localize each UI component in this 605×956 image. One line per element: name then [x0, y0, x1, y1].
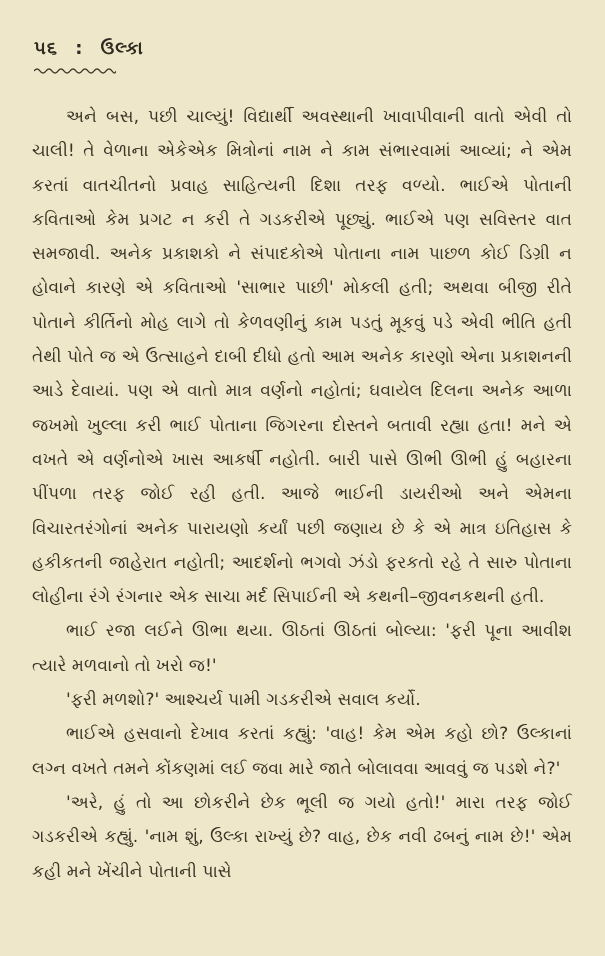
paragraph: અને બસ, પછી ચાલ્યું! વિદ્યાર્થી અવસ્થાની ખાવાપીવાની વાતો એવી તો ચાલી! તે વેળાના એકેએક મિત્રોનાં નામ ને કામ સંભારવામાં આવ્યાં; ને એમ કરતાં વાતચીતનો પ્રવાહ સાહિત્યની દિશા તરફ વળ્યો. ભાઈએ પોતાની કવિતાઓ કેમ પ્રગટ ન કરી તે ગડકરીએ પૂછ્યું. ભાઈએ પણ સવિસ્તર વાત સમજાવી. અનેક પ્રકાશકો ને સંપાદકોએ પોતાના નામ પાછળ કોઈ ડિગ્રી ન હોવાને કારણે એ કવિતાઓ 'સાભાર પાછી' મોકલી હતી; અથવા બીજી રીતે પોતાને કીર્તિનો મોહ લાગે તો કેળવણીનું કામ પડતું મૂકવું પડે એવી ભીતિ હતી તેથી પોતે જ એ ઉત્સાહને દાબી દીધો હતો આમ અનેક કારણો એના પ્રકાશનની આડે દેવાયાં. પણ એ વાતો માત્ર વર્ણનો નહોતાં; ઘવાયેલ દિલના અનેક આળા જખમો ખુલ્લા કરી ભાઈ પોતાના જિગરના દોસ્તને બતાવી રહ્યા હતા! મને એ વખતે એ વર્ણનોએ ખાસ આકર્ષી નહોતી. બારી પાસે ઊભી ઊભી હું બહારના પીંપળા તરફ જોઈ રહી હતી. આજે ભાઈની ડાયરીઓ અને એમના વિચારતરંગોનાં અનેક પારાયણો કર્યાં પછી જણાય છે કે એ માત્ર ઇતિહાસ કે હકીકતની જાહેરાત નહોતી; આદર્શનો ભગવો ઝંડો ફરકતો રહે તે સારુ પોતાના લોહીના રંગે રંગનાર એક સાચા મર્દ સિપાઈની એ કથની–જીવનકથની હતી. [32, 107, 572, 608]
running-head [34, 38, 144, 59]
wavy-rule-ornament [34, 66, 116, 76]
paragraph: ભાઈ રજા લઈને ઊભા થયા. ઊઠતાં ઊઠતાં બોલ્યા: 'ફરી પૂના આવીશ ત્યારે મળવાનો તો ખરો જ!' [32, 621, 572, 676]
body-text [32, 100, 572, 889]
paragraph: 'અરે, હું તો આ છોકરીને છેક ભૂલી જ ગયો હતો!' મારા તરફ જોઈ ગડકરીએ કહ્યું. 'નામ શું, ઉલ્કા રાખ્યું છે? વાહ, છેક નવી ઢબનું નામ છે!' એમ કહી મને ખેંચીને પોતાની પાસે [32, 792, 572, 882]
page-number: ૫૬ [34, 38, 58, 59]
header-separator: : [75, 38, 84, 59]
chapter-title: ઉલ્કા [100, 38, 144, 59]
paragraph: 'ફરી મળશો?' આશ્ચર્ય પામી ગડકરીએ સવાલ કર્યો. [66, 690, 421, 711]
paragraph: ભાઈએ હસવાનો દેખાવ કરતાં કહ્યું: 'વાહ! કેમ એમ કહો છો? ઉલ્કાનાં લગ્ન વખતે તમને કોંકણમાં લઈ જવા મારે જાતે બોલાવવા આવવું જ પડશે ને?' [32, 724, 572, 779]
